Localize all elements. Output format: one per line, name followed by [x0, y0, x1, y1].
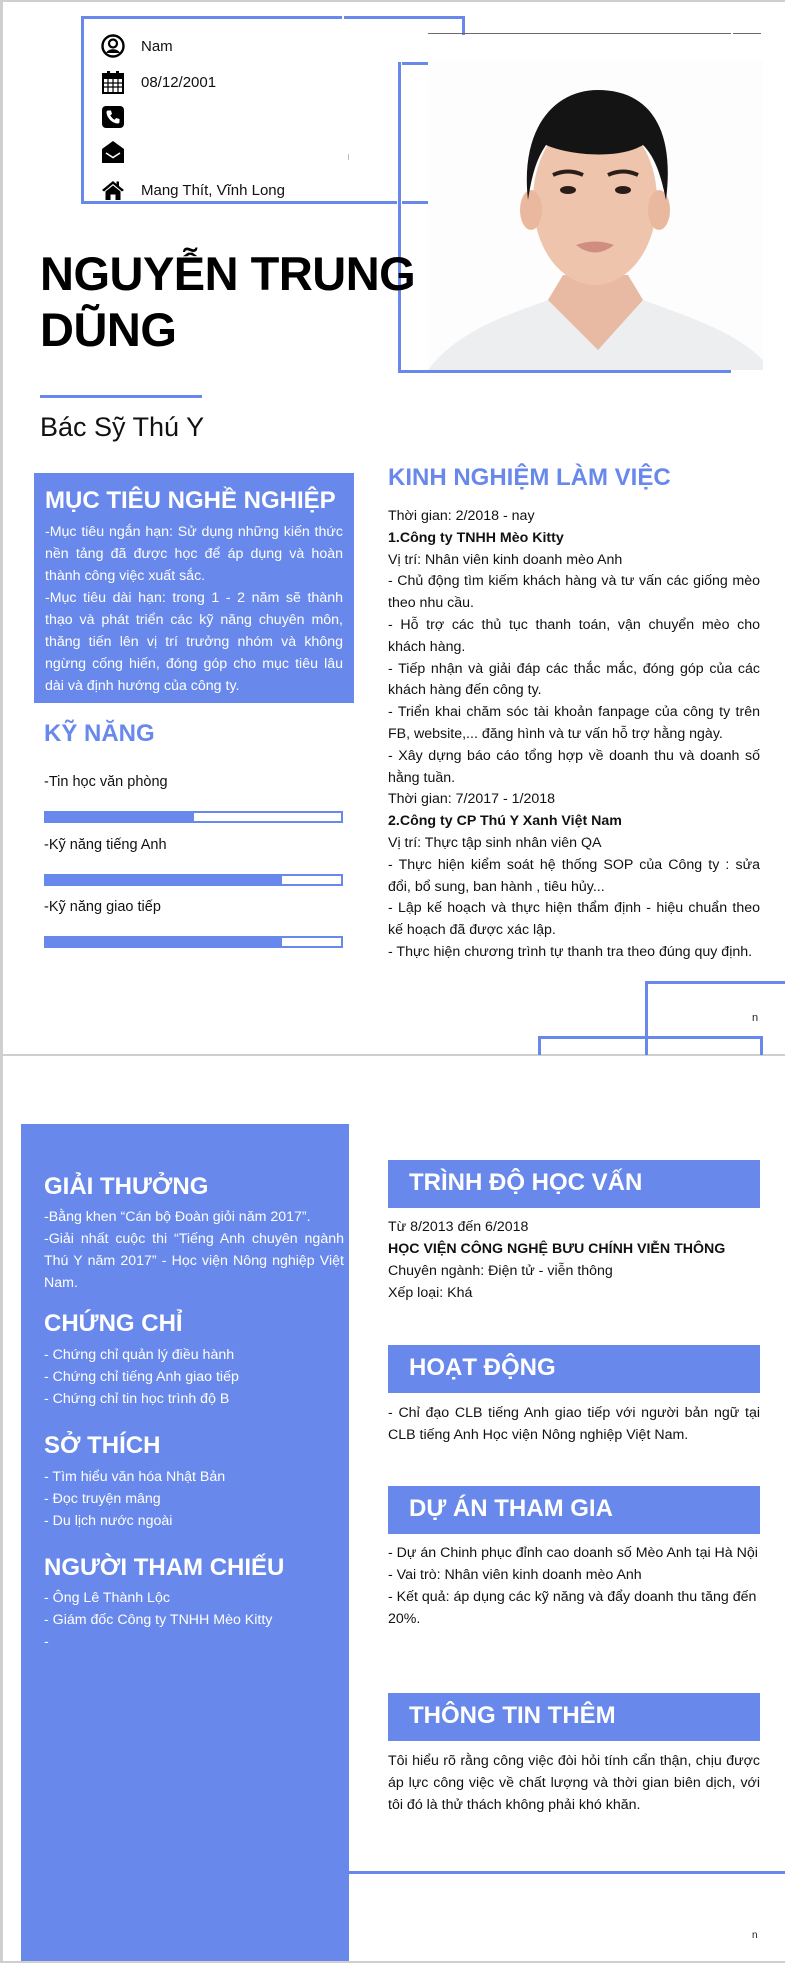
awards-title: GIẢI THƯỞNG: [44, 1173, 209, 1200]
job-duty: - Thực hiện kiểm soát hệ thống SOP của Công ty : sửa đổi, bổ sung, ban hành , tiêu hủy...: [388, 856, 760, 895]
certificates-title: CHỨNG CHỈ: [44, 1310, 183, 1337]
job-position: Vị trí: Thực tập sinh nhân viên QA: [388, 834, 602, 851]
job-duty: - Tiếp nhận và giải đáp các thắc mắc, đóng góp của các khách hàng đến công ty.: [388, 660, 760, 699]
contact-birthday: [100, 68, 217, 96]
hobbies-title: SỞ THÍCH: [44, 1432, 161, 1459]
job-duty: - Triển khai chăm sóc tài khoản fanpage của công ty trên FB, website,... đăng hình và tư vấn hỗ trợ hằng ngày.: [388, 704, 760, 742]
certificates-list: [44, 1344, 344, 1410]
projects-title: DỰ ÁN THAM GIA: [409, 1495, 613, 1522]
education-body: [388, 1216, 760, 1304]
birthday-value: 08/12/2001: [141, 73, 217, 91]
reference-item: -: [44, 1634, 49, 1650]
job-duty: - Chủ động tìm kiếm khách hàng và tư vấn các giống mèo theo nhu cầu.: [388, 573, 760, 612]
reference-item: - Giám đốc Công ty TNHH Mèo Kitty: [44, 1612, 273, 1628]
name-underline: [40, 395, 202, 398]
text-cursor-mark: [348, 154, 349, 160]
job-duty: - Lập kế hoạch và thực hiện thẩm định - hiệu chuẩn theo kế hoạch đã được xác lập.: [388, 900, 760, 939]
education-major: Chuyên ngành: Điện tử - viễn thông: [388, 1263, 613, 1279]
job-company: 1.Công ty TNHH Mèo Kitty: [388, 529, 564, 546]
skill-label: -Kỹ năng tiếng Anh: [44, 837, 167, 853]
hobbies-list: [44, 1466, 344, 1532]
page1-footer-mark: n: [752, 1012, 759, 1024]
certificate-item: - Chứng chỉ quản lý điều hành: [44, 1347, 235, 1363]
hobby-item: - Đọc truyện mâng: [44, 1491, 161, 1507]
skill-fill: [46, 813, 194, 821]
page2-footer-mark: n: [752, 1930, 758, 1941]
project-item: - Kết quả: áp dụng các kỹ năng và đẩy doanh thu tăng đến 20%.: [388, 1589, 757, 1627]
references-title: NGƯỜI THAM CHIẾU: [44, 1554, 285, 1581]
home-icon: [100, 177, 126, 203]
awards-list: [44, 1206, 344, 1294]
additional-body: Tôi hiểu rõ rằng công việc đòi hỏi tính cẩn thận, chịu được áp lực công việc về chất lượng và thời gian biên dịch, với tôi đó là thử thách không phải khó khăn.: [388, 1753, 760, 1813]
activities-header: [388, 1345, 760, 1393]
job-duty: - Xây dựng báo cáo tổng hợp về doanh thu và doanh số hằng tuần.: [388, 747, 760, 786]
job-time: Thời gian: 7/2017 - 1/2018: [388, 791, 556, 808]
skill-label: -Kỹ năng giao tiếp: [44, 899, 161, 915]
phone-icon: [100, 104, 126, 130]
skill-fill: [46, 876, 282, 884]
experience-body: [388, 506, 760, 964]
objective-text: -Mục tiêu ngắn hạn: Sử dụng những kiến thức nền tảng đã được học để áp dụng và hoàn thành công việc xuất sắc. -Mục tiêu dài hạn: trong 1 - 2 năm sẽ thành thạo và phát triển các kỹ năng chuyên môn, thăng tiến lên vị trí trưởng nhóm và không ngừng cống hiến, đóng góp cho mục tiêu lâu dài và định hướng của công ty.: [45, 524, 343, 694]
hobby-item: - Tìm hiểu văn hóa Nhật Bản: [44, 1469, 226, 1485]
education-school: HỌC VIỆN CÔNG NGHỆ BƯU CHÍNH VIỄN THÔNG: [388, 1241, 726, 1257]
profile-photo: [428, 60, 763, 370]
page-break: [0, 1054, 785, 1056]
contact-email: [100, 138, 126, 166]
page-left-edge: [0, 0, 3, 1963]
additional-header: [388, 1693, 760, 1741]
objective-panel: [34, 473, 354, 703]
full-name: NGUYỄN TRUNG DŨNG: [40, 247, 416, 356]
job-company: 2.Công ty CP Thú Y Xanh Việt Nam: [388, 813, 622, 830]
reference-item: - Ông Lê Thành Lộc: [44, 1590, 170, 1606]
activities-body: - Chỉ đạo CLB tiếng Anh giao tiếp với người bản ngữ tại CLB tiếng Anh Học viện Nông nghiệp Việt Nam.: [388, 1405, 760, 1443]
page-top-edge: [0, 0, 785, 2]
education-grade: Xếp loại: Khá: [388, 1285, 473, 1301]
skills-title: KỸ NĂNG: [44, 720, 155, 747]
experience-title: KINH NGHIỆM LÀM VIỆC: [388, 464, 671, 491]
job-time: Thời gian: 2/2018 - nay: [388, 508, 535, 524]
certificate-item: - Chứng chỉ tin học trình độ B: [44, 1391, 230, 1407]
page2-bottom-rule: [349, 1871, 785, 1874]
certificate-item: - Chứng chỉ tiếng Anh giao tiếp: [44, 1369, 239, 1385]
skill-label: -Tin học văn phòng: [44, 774, 168, 790]
top-rule: [428, 33, 731, 34]
job-position: Vị trí: Nhân viên kinh doanh mèo Anh: [388, 551, 623, 568]
education-header: [388, 1160, 760, 1208]
user-icon: [100, 33, 126, 59]
top-rule-2: [733, 33, 761, 34]
activities-title: HOẠT ĐỘNG: [409, 1354, 556, 1381]
education-period: Từ 8/2013 đến 6/2018: [388, 1219, 529, 1235]
skill-bar: [44, 936, 343, 948]
gender-value: Nam: [141, 37, 173, 55]
award-item: -Bằng khen “Cán bộ Đoàn giỏi năm 2017”.: [44, 1209, 311, 1225]
hobby-item: - Du lịch nước ngoài: [44, 1513, 173, 1529]
skill-fill: [46, 938, 282, 946]
references-list: [44, 1587, 344, 1653]
contact-address: [100, 176, 285, 204]
skill-bar: [44, 811, 343, 823]
projects-header: [388, 1486, 760, 1534]
skill-bar: [44, 874, 343, 886]
address-value: Mang Thít, Vĩnh Long: [141, 181, 285, 199]
education-title: TRÌNH ĐỘ HỌC VẤN: [409, 1169, 643, 1196]
award-item: -Giải nhất cuộc thi “Tiếng Anh chuyên ngành Thú Y năm 2017” - Học viện Nông nghiệp Việt Nam.: [44, 1231, 344, 1291]
objective-title: MỤC TIÊU NGHỀ NGHIỆP: [45, 487, 336, 514]
calendar-icon: [100, 69, 126, 95]
job-duty: - Hỗ trợ các thủ tục thanh toán, vận chuyển mèo cho khách hàng.: [388, 616, 760, 655]
project-item: - Vai trò: Nhân viên kinh doanh mèo Anh: [388, 1567, 642, 1583]
additional-title: THÔNG TIN THÊM: [409, 1702, 616, 1729]
projects-body: [388, 1542, 760, 1630]
project-item: - Dự án Chinh phục đỉnh cao doanh số Mèo Anh tại Hà Nội: [388, 1545, 758, 1561]
contact-phone: [100, 103, 126, 131]
envelope-open-icon: [100, 139, 126, 165]
job-title: Bác Sỹ Thú Y: [40, 412, 205, 442]
contact-gender: [100, 32, 173, 60]
job-duty: - Thực hiện chương trình tự thanh tra theo đúng quy định.: [388, 943, 753, 960]
